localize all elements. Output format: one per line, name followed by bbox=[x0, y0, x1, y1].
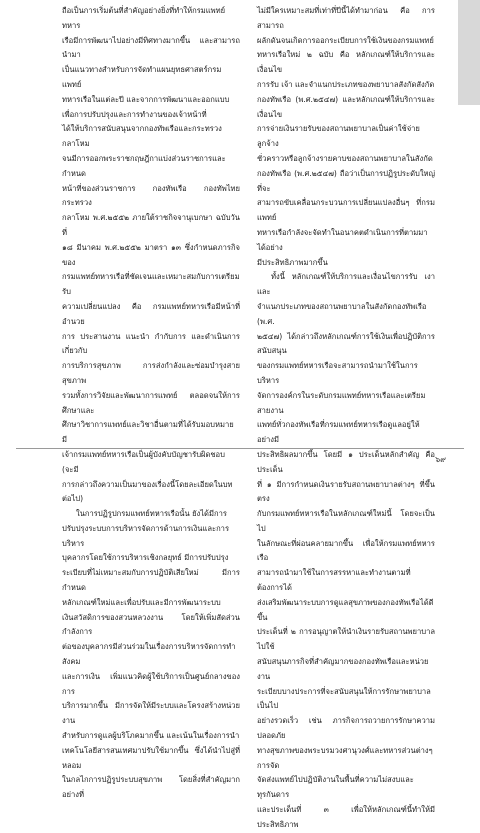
paragraph: ในการปฏิรูปกรมแพทย์ทหารเรือนั้น ยังได้มีการ ปรับปรุงระบบการบริหารจัดการด้านการเงินและการบริหาร บุคลากรโดยใช้การบริหารเชิงกลยุทธ์ มีการปรับปรุง ระเบียบที่ไม่เหมาะสมกับการปฏิบัติเสียใหม่ มีการกำหนด หลักเกณฑ์ใหม่และเพื่อปรับและมีการพัฒนาระบบ เงินสวัสดิการของสวนหลวงงาน โดยให้เพิ่มสัดส่วนกำลังการ ต่อของบุคลากรมีส่วนร่วมในเรื่องการบริหารจัดการทำสังคม และการเงิน เพิ่มแนวคิดผู้ใช้บริการเป็นศูนย์กลางของการ บริการมากขึ้น มีการจัดให้มีระบบและโครงสร้างหน่วยงาน สำหรับการดูแลผู้บริโภคมากขึ้น และเน้นในเรื่องการนำ เทคโนโลยีสารสนเทศมาปรับใช้มากขึ้น ซึ่งได้นำไปสู่ที่หลอม ในกลไกการปฏิรูประบบสุขภาพ โดยสิ่งที่สำคัญมากอย่างที่ bbox=[62, 509, 240, 800]
paragraph: ไม่มีใครเหมาะสมที่เท่าที่ปีนี้ได้ทำมาก่อน คือ การสามารถ ผลักดันจนเกิดการออกระเบียบการใช้เงินของกรมแพทย์ ทหารเรือใหม่ ๒ ฉบับ คือ หลักเกณฑ์ให้บริการและเงื่อนไข การรับ เจ้า และจำแนกประเภทของพยาบาลสังกัดสังกัด กองทัพเรือ (พ.ศ.๒๕๔๗) และหลักเกณฑ์ให้บริการและเงื่อนไข การจ่ายเงินรายรับของสถานพยาบาลเป็นค่าใช้จ่ายลูกจ้าง ชั่วคราวหรือลูกจ้างรายคาบของสถานพยาบาลในสังกัด กองทัพเรือ (พ.ศ.๒๕๔๗) ถือว่าเป็นการปฏิรูประดับใหญ่ที่จะ สามารถขับเคลื่อนกระบวนการเปลี่ยนแปลงอื่นๆ ที่กรมแพทย์ ทหารเรือกำลังจะจัดทำในอนาคตดำเนินการที่ตามมาได้อย่าง มีประสิทธิภาพมากขึ้น bbox=[257, 6, 435, 267]
paragraph: ถือเป็นการเริ่มต้นที่สำคัญอย่างยิ่งที่ทำให้กรมแพทย์ทหาร เรือมีการพัฒนาไปอย่างมีทิศทางมากขึ้น และสามารถนำมา เป็นแนวทางสำหรับการจัดทำแผนยุทธศาสตร์กรมแพทย์ ทหารเรือในแต่ละปี และจากการพัฒนาและออกแบบ เพื่อการปรับปรุงและการทำงานของเจ้าหน้าที่ ได้ให้บริการสนับสนุนจากกองทัพเรือและกระทรวงกลาโหม จนมีการออกพระราชกฤษฎีกาแบ่งส่วนราชการและกำหนด หน้าที่ของส่วนราชการ กองทัพเรือ กองทัพไทย กระทรวง กลาโหม พ.ศ.๒๕๕๒ ภายใต้ราชกิจจานุเบกษา ฉบับวันที่ ๑๘ มีนาคม พ.ศ.๒๕๕๒ มาตรา ๑๓ ซึ่งกำหนดภารกิจของ กรมแพทย์ทหารเรือที่ชัดเจนและเหมาะสมกับการเตรียมรับ ความเปลี่ยนแปลง คือ กรมแพทย์ทหารเรือมีหน้าที่อำนวย การ ประสานงาน แนะนำ กำกับการ และดำเนินการเกี่ยวกับ การบริการสุขภาพ การส่งกำลังและซ่อมบำรุงสายสุขภาพ รวมทั้งการวิจัยและพัฒนาการแพทย์ ตลอดจนให้การศึกษาและ ศึกษาวิชาการแพทย์และวิชาอื่นตามที่ได้รับมอบหมาย มี เจ้ากรมแพทย์ทหารเรือเป็นผู้บังคับบัญชารับผิดชอบ (จะมี การกล่าวถึงความเป็นมาของเรื่องนี้โดยละเอียดในบทต่อไป) bbox=[62, 6, 240, 504]
right-text-column bbox=[257, 4, 435, 833]
page-edge-tab bbox=[458, 0, 480, 105]
left-text-column bbox=[62, 4, 240, 803]
paragraph: ทั้งนี้ หลักเกณฑ์ให้บริการและเงื่อนไขการรับ เงา และ จำแนกประเภทของสถานพยาบาลในสังกัดกองทัพเรือ (พ.ศ. ๒๕๔๗) ได้กล่าวถึงหลักเกณฑ์การใช้เงินเพื่อปฏิบัติการสนับสนุน ของกรมแพทย์ทหารเรือจะสามารถนำมาใช้ในการบริหาร จัดการองค์กรในระดับกรมแพทย์ทหารเรือและเตรียมสายงาน แพทย์ทั่วกองทัพเรือที่กรมแพทย์ทหารเรือดูแลอยู่ให้อย่างมี ประสิทธิผลมากขึ้น โดยมี ๑ ประเด็นหลักสำคัญ คือ ประเด็น ที่ ๑ มีการกำหนดเงินรายรับสถานพยาบาลต่างๆ ที่ขึ้นตรง กับกรมแพทย์ทหารเรือในหลักเกณฑ์ใหม่นี้ โดยจะเป็นไป ในลักษณะที่ผ่อนคลายมากขึ้น เพื่อให้กรมแพทย์ทหารเรือ สามารถนำมาใช้ในการสรรหาและทำงานตามที่ต้องการได้ ส่งเสริมพัฒนาระบบการดูแลสุขภาพของกองทัพเรือได้ดีขึ้น ประเด็นที่ ๒ การอนุญาตให้นำเงินรายรับสถานพยาบาลไปใช้ สนับสนุนภารกิจที่สำคัญมากของกองทัพเรือและหน่วยงาน ระเบียบบางประการที่จะสนับสนุนให้การรักษาพยาบาลเป็นไป อย่างรวดเร็ว เช่น ภารกิจการถวายการรักษาความปลอดภัย ทางสุขภาพของพระบรมวงศานุวงศ์และทหารส่วนต่างๆ การจัด จัดส่งแพทย์ไปปฏิบัติงานในพื้นที่ความไม่สงบและทุรกันดาร และประเด็นที่ ๓ เพื่อให้หลักเกณฑ์นี้ทำให้มีประสิทธิภาพ bbox=[257, 272, 435, 829]
footer-rule bbox=[16, 448, 464, 449]
page-number: ๖๙ bbox=[435, 455, 446, 464]
